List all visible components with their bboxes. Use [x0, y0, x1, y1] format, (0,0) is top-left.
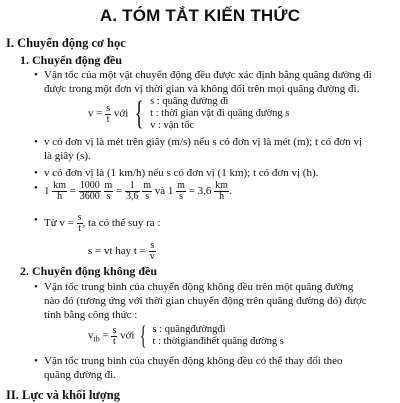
- section-1-heading: I. Chuyển động cơ học: [6, 36, 126, 50]
- formula-den: t: [106, 113, 110, 125]
- conv-m1: m: [104, 180, 113, 191]
- s1-bullet-1-line-1: • Vận tốc của một vật chuyển động đều được xác định bằng quãng đường đi: [44, 68, 372, 82]
- brace-symbol: {: [134, 95, 144, 132]
- subsection-2-heading: 2. Chuyển động không đều: [20, 264, 158, 278]
- conv-3-6: 3,6: [126, 191, 139, 202]
- avg-sub: tb: [93, 334, 100, 344]
- s1-bullet-4-conversion: [44, 181, 232, 202]
- definition-s: s : quãng đường đi: [150, 96, 229, 107]
- page-title: A. TÓM TẮT KIẾN THỨC: [99, 6, 301, 25]
- avg-definitions: [152, 324, 283, 348]
- s2-bullet-1-line-1: • Vận tốc trung bình của chuyển động không đều trên một quãng đường: [44, 280, 353, 294]
- s1-bullet-2-line-1: • v có đơn vị là mét trên giây (m/s) nếu s có đơn vị là mét (m); t có đơn vị: [44, 135, 362, 149]
- s1-bullet-5: [44, 213, 160, 234]
- s1-bullet-1-line-2: được trong một đơn vị thời gian và không đổi trên mọi quãng đường đi.: [44, 83, 360, 95]
- conv-one: 1: [44, 185, 50, 198]
- s1-bullet-2-line-2: là giây (s).: [44, 150, 91, 162]
- formula-lhs: v =: [88, 107, 103, 120]
- avg-lhs: v: [88, 329, 94, 342]
- conv-1: 1: [125, 181, 140, 192]
- derive-result-num: s: [150, 240, 155, 251]
- conv-eq3: = 3,6: [188, 185, 212, 198]
- s2-bullet-2-line-2: quãng đường đi.: [44, 369, 116, 381]
- conv-m-per-s-3: [176, 181, 186, 202]
- derive-post: , ta có thể suy ra :: [82, 217, 161, 230]
- conv-h2: h: [219, 191, 225, 202]
- derive-result: [88, 241, 156, 262]
- definition-t: t : thời gian vật đi quãng đường s: [150, 108, 290, 119]
- formula-num: s: [106, 102, 111, 114]
- formula-velocity: [88, 96, 289, 132]
- conv-s2: s: [145, 191, 150, 202]
- conv-m-per-s-1: [104, 181, 114, 202]
- avg-definition-t: t : thờigianđihết quãng đường s: [152, 336, 284, 347]
- formula-definitions: [150, 96, 289, 132]
- conv-3600: 3600: [79, 191, 100, 202]
- formula-average-velocity: [88, 321, 284, 350]
- conv-m2: m: [143, 180, 152, 191]
- conv-km2: km: [215, 180, 228, 191]
- avg-brace-symbol: {: [140, 321, 147, 350]
- s2-bullet-1-line-2: nào đó (tương ứng với thời gian chuyển động trên quãng đường đó) được: [44, 295, 367, 307]
- avg-fraction: [111, 326, 117, 347]
- derive-result-den: v: [149, 251, 155, 262]
- avg-eq: =: [102, 329, 109, 342]
- avg-num: s: [112, 324, 117, 336]
- conv-m3: m: [177, 180, 185, 191]
- avg-definition-s: s : quãngđườngđi: [152, 324, 226, 335]
- conv-m-per-s-2: [142, 181, 152, 202]
- derive-result-fraction: [149, 241, 156, 262]
- derive-pre: Từ v =: [44, 217, 74, 230]
- derive-den: t: [78, 223, 81, 234]
- conv-s1: s: [106, 191, 111, 202]
- conv-and-1: và 1: [154, 185, 174, 198]
- derive-result-text: s = vt hay t =: [88, 245, 146, 258]
- conv-km-per-h: [52, 181, 67, 202]
- conv-dot: .: [228, 185, 232, 198]
- conv-1000: 1000: [79, 180, 100, 191]
- formula-fraction: [105, 104, 111, 125]
- s2-bullet-2-line-1: • Vận tốc trung bình của chuyển động không đều có thể thay đổi theo: [44, 354, 342, 368]
- conv-1-3-6: [125, 181, 140, 202]
- conv-1000-3600: [79, 181, 101, 202]
- conv-km-num: km: [53, 180, 67, 191]
- conv-s3: s: [179, 191, 184, 202]
- avg-with: với: [120, 329, 135, 342]
- definition-v: v : vận tốc: [150, 120, 195, 131]
- avg-den: t: [113, 335, 116, 347]
- conv-eq1: =: [69, 185, 76, 198]
- conv-h-den: h: [57, 191, 63, 202]
- conv-eq2: =: [116, 185, 123, 198]
- conv-km-per-h-2: [214, 181, 229, 202]
- section-2-heading: II. Lực và khối lượng: [6, 388, 120, 402]
- subsection-1-heading: 1. Chuyển động đều: [20, 53, 123, 67]
- s2-bullet-1-line-3: tính bằng công thức :: [44, 309, 138, 321]
- formula-with: với: [113, 107, 129, 120]
- s1-bullet-3: • v có đơn vị là (1 km/h) nếu s có đơn vị (1 km); t có đơn vị (h).: [44, 166, 318, 180]
- derive-num: s: [77, 212, 82, 223]
